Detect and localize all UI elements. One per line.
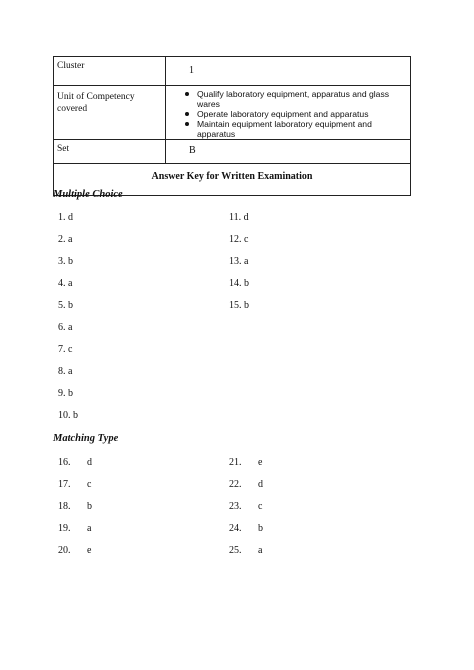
mc-answer: 14. b xyxy=(229,278,249,289)
unit-of-competency-label: Unit of Competency covered xyxy=(57,92,135,114)
match-number: 19. xyxy=(58,523,71,534)
mc-answer: 4. a xyxy=(58,278,73,289)
mc-answer: 12. c xyxy=(229,234,249,245)
unit-item-text: Qualify laboratory equipment, apparatus and glass wares xyxy=(197,89,390,109)
unit-of-competency-label-cell xyxy=(54,86,166,140)
mc-answer: 6. a xyxy=(58,322,73,333)
unit-item xyxy=(185,119,406,139)
exam-info-table xyxy=(53,56,411,196)
bullet-icon xyxy=(185,92,189,96)
unit-item-text: Maintain equipment laboratory equipment and apparatus xyxy=(197,119,372,139)
answer-key-title: Answer Key for Written Examination xyxy=(54,164,411,196)
mc-answer: 1. d xyxy=(58,212,73,223)
mc-answer: 9. b xyxy=(58,388,73,399)
mc-answer: 13. a xyxy=(229,256,249,267)
matching-type-heading: Matching Type xyxy=(53,433,119,444)
cluster-value-cell xyxy=(166,57,411,86)
multiple-choice-heading: Multiple Choice xyxy=(53,189,123,200)
match-answer: e xyxy=(87,545,92,556)
match-number: 21. xyxy=(229,457,242,468)
match-number: 24. xyxy=(229,523,242,534)
mc-answer: 8. a xyxy=(58,366,73,377)
cluster-label: Cluster xyxy=(54,57,166,86)
match-number: 16. xyxy=(58,457,71,468)
match-answer: b xyxy=(258,523,263,534)
match-answer: c xyxy=(258,501,263,512)
set-value-cell xyxy=(166,140,411,164)
match-answer: d xyxy=(258,479,263,490)
mc-answer: 15. b xyxy=(229,300,249,311)
mc-answer: 2. a xyxy=(58,234,73,245)
unit-item xyxy=(185,89,406,109)
set-value: B xyxy=(189,145,196,156)
cluster-value: 1 xyxy=(189,65,194,76)
match-answer: e xyxy=(258,457,263,468)
match-number: 17. xyxy=(58,479,71,490)
set-row xyxy=(54,140,411,164)
match-answer: a xyxy=(87,523,92,534)
match-number: 22. xyxy=(229,479,242,490)
match-number: 23. xyxy=(229,501,242,512)
unit-item xyxy=(185,109,406,119)
set-label: Set xyxy=(54,140,166,164)
cluster-row xyxy=(54,57,411,86)
mc-answer: 7. c xyxy=(58,344,73,355)
match-answer: c xyxy=(87,479,92,490)
match-number: 18. xyxy=(58,501,71,512)
unit-of-competency-list-cell xyxy=(166,86,411,140)
match-number: 20. xyxy=(58,545,71,556)
match-number: 25. xyxy=(229,545,242,556)
match-answer: d xyxy=(87,457,92,468)
mc-answer: 10. b xyxy=(58,410,78,421)
mc-answer: 5. b xyxy=(58,300,73,311)
unit-item-text: Operate laboratory equipment and apparatus xyxy=(197,109,369,119)
bullet-icon xyxy=(185,112,189,116)
match-answer: b xyxy=(87,501,92,512)
mc-answer: 11. d xyxy=(229,212,249,223)
unit-of-competency-list xyxy=(185,89,406,139)
match-answer: a xyxy=(258,545,263,556)
unit-of-competency-row xyxy=(54,86,411,140)
bullet-icon xyxy=(185,122,189,126)
mc-answer: 3. b xyxy=(58,256,73,267)
